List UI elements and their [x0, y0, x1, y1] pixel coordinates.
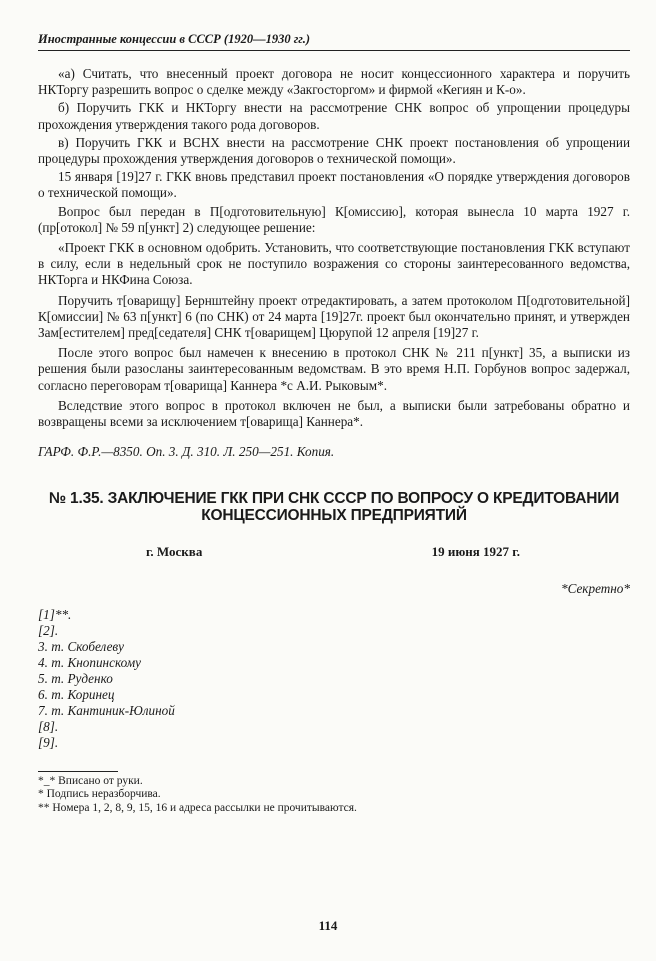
footnotes: [38, 775, 630, 816]
paragraph-b: б) Поручить ГКК и НКТоргу внести на рассмотрение СНК вопрос об упрощении процедуры прохождения утверждения такого рода договоров.: [38, 100, 630, 132]
recipient-item: 5. т. Руденко: [38, 670, 113, 686]
footnote-handwritten: *_* Вписано от руки.: [38, 774, 143, 787]
running-header: Иностранные концессии в СССР (1920—1930 гг.): [38, 32, 630, 51]
dateline: [146, 544, 520, 560]
paragraph-consequence: Вследствие этого вопрос в протокол включен не был, а выписки были затребованы обратно и возвращены всеми за исключением т[оварища] Каннера*.: [38, 397, 630, 430]
footnote-numbers: ** Номера 1, 2, 8, 9, 15, 16 и адреса рассылки не прочитываются.: [38, 801, 357, 814]
document-date: 19 июня 1927 г.: [431, 544, 520, 560]
document-body: [38, 66, 630, 815]
paragraph-bernstein: Поручить т[оварищу] Бернштейну проект отредактировать, а затем протоколом П[одготовительной] К[омиссии] № 63 п[ункт] 6 (по СНК) от 24 марта [19]27г. проект был окончательно принят, и утвержден Зам[естителем] пред[седателя] СНК т[оварищем] Цюрупой 12 апреля [19]27 г.: [38, 292, 630, 341]
footnote-divider: [38, 771, 118, 772]
recipient-item: 4. т. Кнопинскому: [38, 654, 141, 670]
recipient-item: 6. т. Коринец: [38, 686, 115, 702]
recipient-item: 3. т. Скобелеву: [38, 638, 125, 654]
paragraph-quote: «Проект ГКК в основном одобрить. Установить, что соответствующие постановления ГКК вступают в силу, если в недельный срок не поступило возражения со стороны заинтересованного ведомства, НКТорга и НКФина Союза.: [38, 240, 630, 288]
footnote-signature: * Подпись неразборчива.: [38, 788, 161, 801]
recipient-item: [8].: [38, 718, 59, 734]
recipient-item: [2].: [38, 622, 59, 638]
paragraph-march: Вопрос был передан в П[одготовительную] К[омиссию], которая вынесла 10 марта 1927 г. (пр[отокол] № 59 п[ункт] 2) следующее решение:: [38, 203, 630, 235]
classification-mark: *Секретно*: [560, 580, 630, 596]
page-number: 114: [318, 918, 338, 933]
recipient-item: [9].: [38, 734, 59, 750]
paragraph-jan: 15 января [19]27 г. ГКК вновь представил проект постановления «О порядке утверждения договоров о технической помощи».: [38, 169, 630, 201]
archive-source: ГАРФ. Ф.Р.—8350. Оп. 3. Д. 310. Л. 250—251. Копия.: [38, 444, 335, 460]
paragraph-c: в) Поручить ГКК и ВСНХ внести на рассмотрение СНК проект постановления об упрощении процедуры прохождения утверждения договоров о технической помощи».: [38, 134, 630, 167]
paragraph-a: «а) Считать, что внесенный проект договора не носит концессионного характера и поручить НКТоргу разрешить вопрос о сделке между «Закгосторгом» и фирмой «Кегиян и К-о».: [38, 66, 630, 98]
document-place: г. Москва: [146, 544, 203, 560]
document-title: № 1.35. ЗАКЛЮЧЕНИЕ ГКК ПРИ СНК СССР ПО ВОПРОСУ О КРЕДИТОВАНИИ КОНЦЕССИОННЫХ ПРЕДПРИЯТИЙ: [48, 490, 620, 525]
recipient-item: 7. т. Кантиник-Юлиной: [38, 702, 175, 718]
recipient-list: [38, 607, 630, 751]
recipient-item: [1]**.: [38, 606, 72, 622]
paragraph-protocol: После этого вопрос был намечен к внесению в протокол СНК № 211 п[ункт] 35, а выписки из решения были разосланы заинтересованным ведомствам. В это время Н.П. Горбунов вопрос задержал, согласно переговорам т[оварища] Каннера *с А.И. Рыковым*.: [38, 345, 630, 393]
